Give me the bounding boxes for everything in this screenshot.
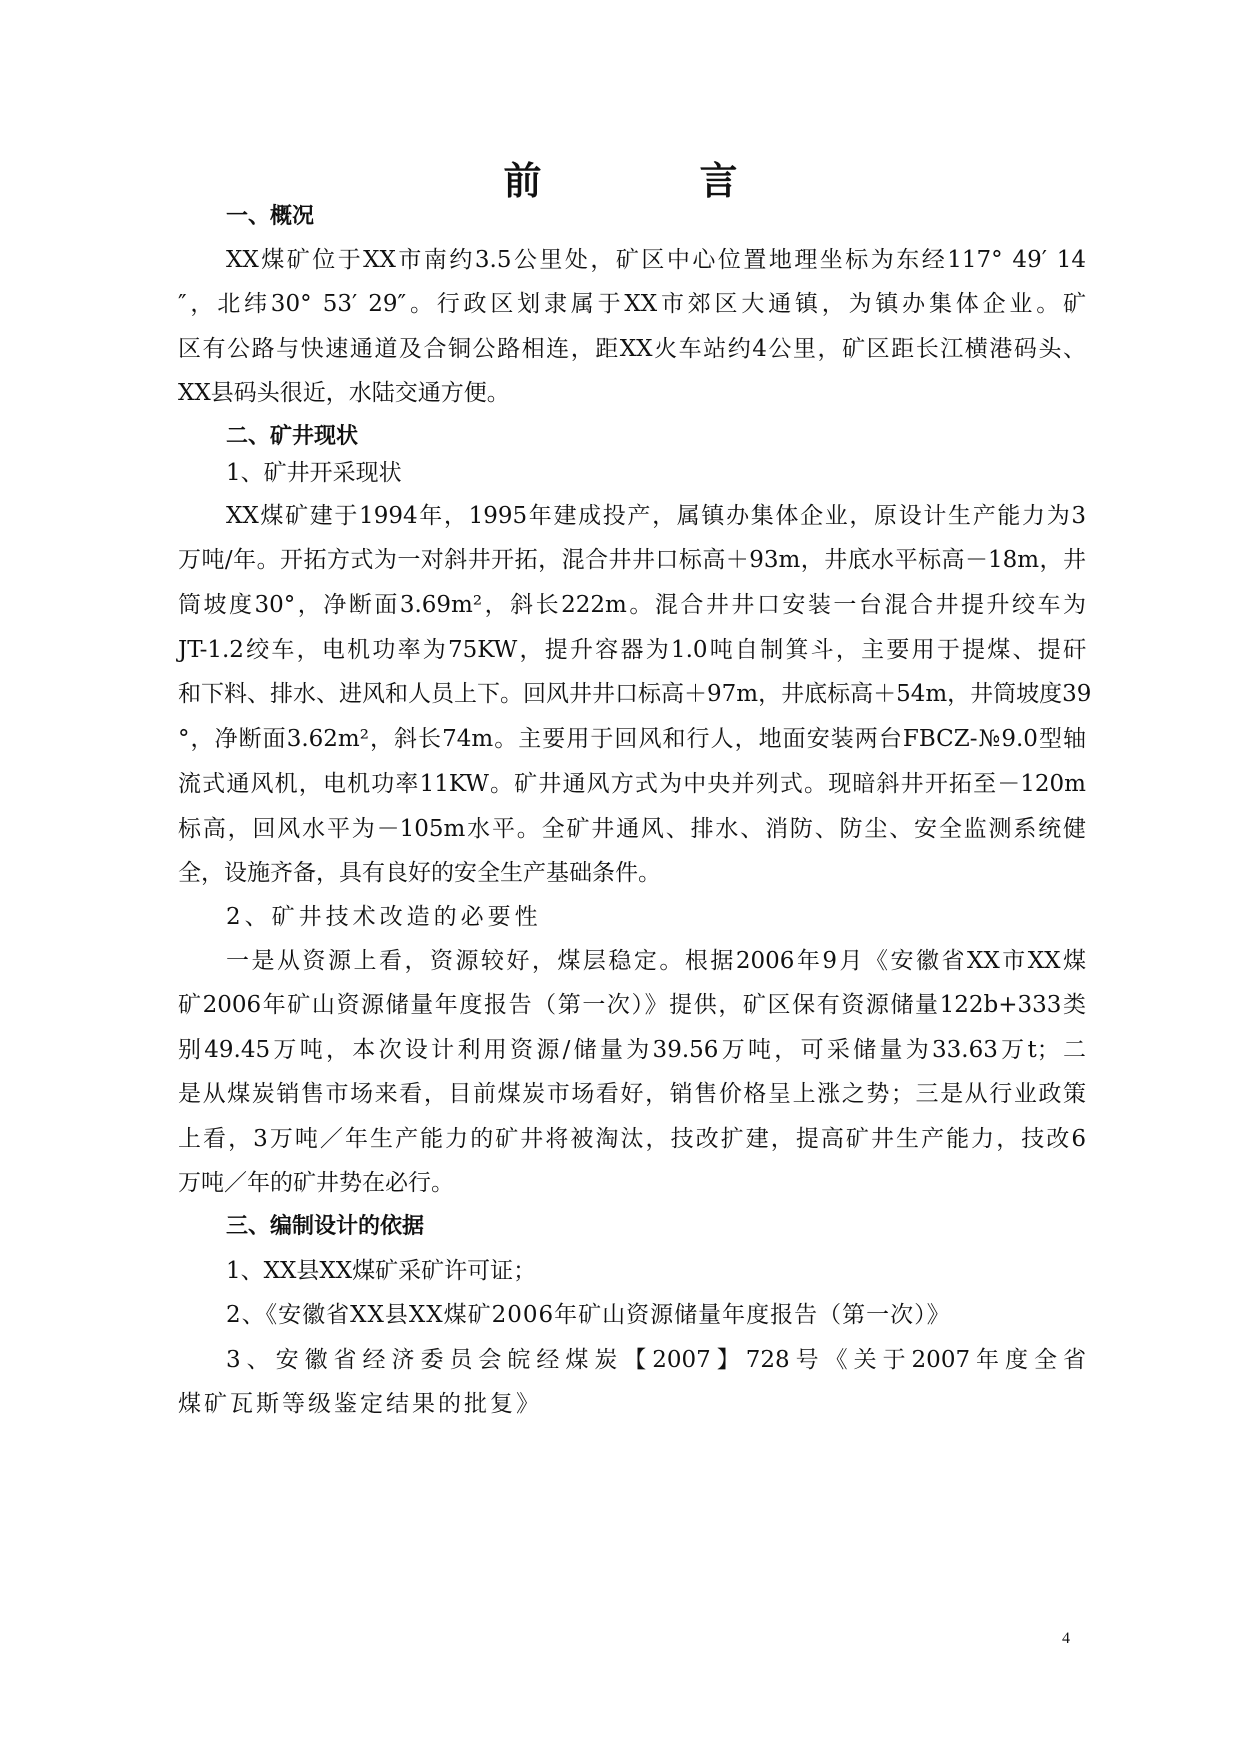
paragraph-line: 是从煤炭销售市场来看，目前煤炭市场看好，销售价格呈上涨之势；三是从行业政策 [178,1081,1086,1107]
paragraph-line: 上看，3万吨／年生产能力的矿井将被淘汰，技改扩建，提高矿井生产能力，技改6 [178,1126,1086,1152]
paragraph-line: 标高，回风水平为－105m水平。全矿井通风、排水、消防、防尘、安全监测系统健 [178,816,1086,842]
paragraph-line: 万吨/年。开拓方式为一对斜井开拓，混合井井口标高＋93m，井底水平标高－18m，井 [178,547,1086,573]
paragraph-line: 矿2006年矿山资源储量年度报告（第一次）》提供，矿区保有资源储量122b+333类 [178,992,1086,1018]
subheading-renovation-necessity: 2、矿井技术改造的必要性 [226,904,542,930]
list-item-continuation: 煤矿瓦斯等级鉴定结果的批复》 [178,1391,542,1417]
paragraph-line: 一是从资源上看，资源较好，煤层稳定。根据2006年9月《安徽省XX市XX煤 [226,948,1086,974]
section-heading-mine-status: 二、矿井现状 [226,424,359,449]
paragraph-line: 全，设施齐备，具有良好的安全生产基础条件。 [178,860,661,886]
paragraph-line: XX煤矿建于1994年，1995年建成投产，属镇办集体企业，原设计生产能力为3 [226,503,1086,529]
list-item: 3、安徽省经济委员会皖经煤炭【2007】728号《关于2007年度全省 [226,1347,1086,1373]
section-heading-design-basis: 三、编制设计的依据 [226,1214,425,1239]
page-number: 4 [1062,1630,1070,1647]
list-item: 2、《安徽省XX县XX煤矿2006年矿山资源储量年度报告（第一次）》 [226,1302,951,1328]
paragraph-line: XX煤矿位于XX市南约3.5公里处，矿区中心位置地理坐标为东经117° 49′ 14 [226,247,1086,273]
paragraph-line: ″，北纬30° 53′ 29″。行政区划隶属于XX市郊区大通镇，为镇办集体企业。矿 [178,291,1086,317]
paragraph-line: JT-1.2绞车，电机功率为75KW，提升容器为1.0吨自制箕斗，主要用于提煤、提矸 [178,637,1086,663]
list-item: 1、XX县XX煤矿采矿许可证； [226,1258,537,1284]
paragraph-line: 和下料、排水、进风和人员上下。回风井井口标高＋97m，井底标高＋54m，井筒坡度39 [178,681,1092,707]
paragraph-line: 万吨／年的矿井势在必行。 [178,1170,454,1196]
paragraph-line: 别49.45万吨，本次设计利用资源/储量为39.56万吨，可采储量为33.63万t；二 [178,1037,1086,1063]
paragraph-line: 流式通风机，电机功率11KW。矿井通风方式为中央并列式。现暗斜井开拓至－120m [178,771,1086,797]
page-title: 前 言 [503,159,798,203]
paragraph-line: 区有公路与快速通道及合铜公路相连，距XX火车站约4公里，矿区距长江横港码头、 [178,336,1086,362]
subheading-mining-status: 1、矿井开采现状 [226,460,402,486]
section-heading-overview: 一、概况 [226,204,315,229]
paragraph-line: XX县码头很近，水陆交通方便。 [178,380,510,406]
paragraph-line: °，净断面3.62m²，斜长74m。主要用于回风和行人，地面安装两台FBCZ-№9.0型轴 [178,726,1087,752]
paragraph-line: 筒坡度30°，净断面3.69m²，斜长222m。混合井井口安装一台混合井提升绞车为 [178,592,1086,618]
